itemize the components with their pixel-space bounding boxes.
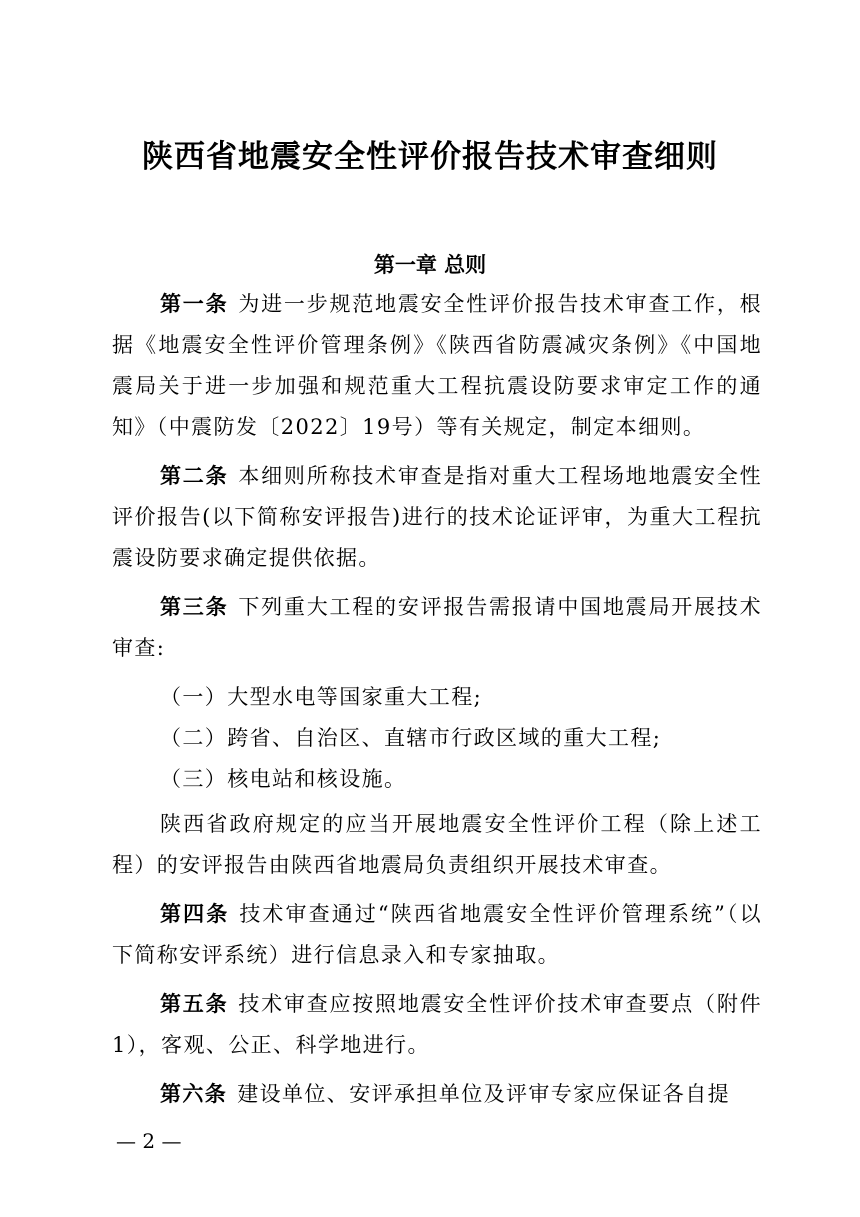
article-text: 建设单位、安评承担单位及评审专家应保证各自提: [237, 1082, 731, 1106]
article-2: [112, 456, 762, 579]
document-title: 陕西省地震安全性评价报告技术审查细则: [142, 139, 718, 175]
document-body: [112, 284, 762, 1123]
article-text: 技术审查应按照地震安全性评价技术审查要点（附件1），客观、公正、科学地进行。: [112, 992, 762, 1057]
article-3: [112, 587, 762, 669]
article-label: 第二条: [160, 464, 229, 488]
page-number: — 2 —: [116, 1129, 182, 1153]
article-4: [112, 894, 762, 976]
article-label: 第六条: [160, 1082, 228, 1106]
article-3-continuation: 陕西省政府规定的应当开展地震安全性评价工程（除上述工程）的安评报告由陕西省地震局负责组织开展技术审查。: [112, 812, 762, 877]
article-text: 为进一步规范地震安全性评价报告技术审查工作，根据《地震安全性评价管理条例》《陕西省防震减灾条例》《中国地震局关于进一步加强和规范重大工程抗震设防要求审定工作的通知》（中震防发〔2022〕19号）等有关规定，制定本细则。: [112, 292, 762, 439]
chapter-heading: 第一章 总则: [373, 253, 487, 277]
article-label: 第一条: [160, 292, 229, 316]
list-item: （三）核电站和核设施。: [160, 767, 407, 791]
article-label: 第四条: [160, 902, 230, 926]
article-text: 技术审查通过“陕西省地震安全性评价管理系统”（以下简称安评系统）进行信息录入和专家抽取。: [112, 902, 762, 967]
article-1: [112, 284, 762, 448]
article-label: 第三条: [160, 595, 229, 619]
article-label: 第五条: [160, 992, 229, 1016]
list-item: （一）大型水电等国家重大工程;: [160, 685, 483, 709]
article-text: 下列重大工程的安评报告需报请中国地震局开展技术审查:: [112, 595, 762, 660]
list-item: （二）跨省、自治区、直辖市行政区域的重大工程;: [160, 726, 662, 750]
article-6: [112, 1074, 762, 1115]
article-5: [112, 984, 762, 1066]
article-text: 本细则所称技术审查是指对重大工程场地地震安全性评价报告(以下简称安评报告)进行的技术论证评审，为重大工程抗震设防要求确定提供依据。: [112, 464, 762, 570]
